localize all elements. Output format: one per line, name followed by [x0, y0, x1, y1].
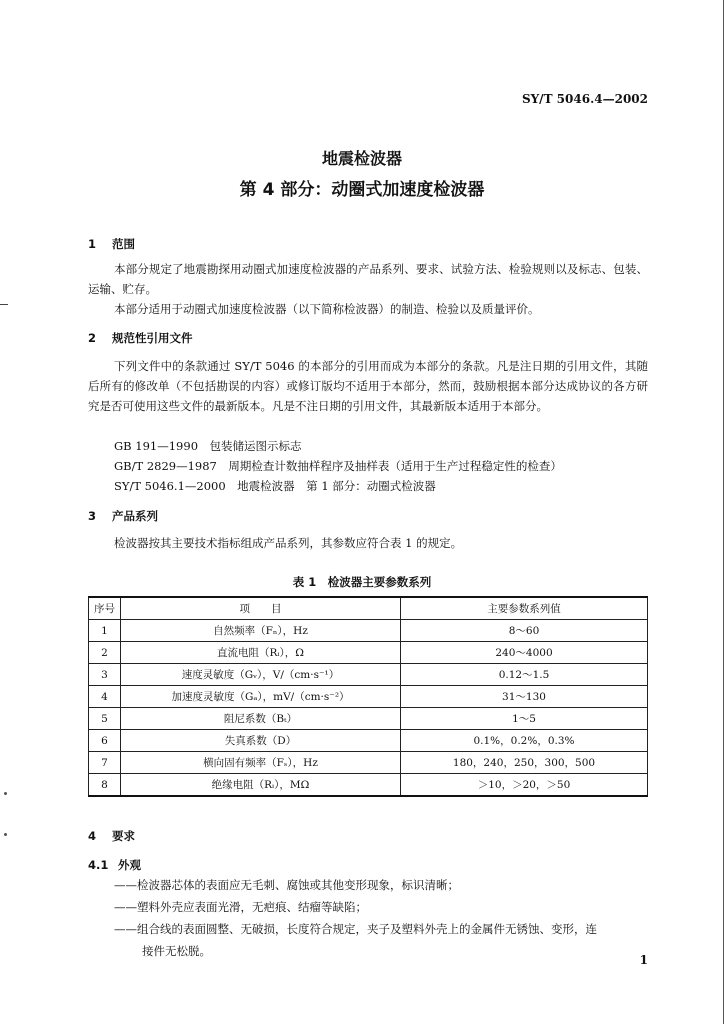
- table-cell-value: ＞10，＞20，＞50: [401, 774, 648, 797]
- table-cell-item: 失真系数（D）: [121, 730, 401, 752]
- table-row: [89, 730, 648, 752]
- table-cell-value: 8～60: [401, 620, 648, 642]
- table-row: [89, 620, 648, 642]
- section-2-paragraph-1: 下列文件中的条款通过 SY/T 5046 的本部分的引用而成为本部分的条款。凡是注日期的引用文件，其随后所有的修改单（不包括勘误的内容）或修订版均不适用于本部分，然而，鼓励根据本部分达成协议的各方研究是否可使用这些文件的最新版本。凡是不注日期的引用文件，其最新版本适用于本部分。: [88, 359, 648, 413]
- section-heading-3: [88, 508, 158, 524]
- section-heading-1: [88, 236, 135, 252]
- table-cell-value: 31～130: [401, 686, 648, 708]
- table-cell-index: 4: [89, 686, 121, 708]
- table-cell-item: 直流电阻（Rᵢ），Ω: [121, 642, 401, 664]
- table-row: [89, 642, 648, 664]
- table-cell-index: 2: [89, 642, 121, 664]
- table-cell-index: 6: [89, 730, 121, 752]
- table-cell-item: 阻尼系数（Bₜ）: [121, 708, 401, 730]
- table-cell-item: 自然频率（Fₙ），Hz: [121, 620, 401, 642]
- table-cell-item: 绝缘电阻（Rᵢ），MΩ: [121, 774, 401, 797]
- table-row: [89, 664, 648, 686]
- requirement-item: ——塑料外壳应表面光滑，无疤痕、结瘤等缺陷；: [114, 900, 367, 914]
- table-cell-index: 7: [89, 752, 121, 774]
- table-row: [89, 774, 648, 797]
- table-cell-item: 横向固有频率（Fₛ），Hz: [121, 752, 401, 774]
- reference-item: SY/T 5046.1—2000 地震检波器 第 1 部分：动圈式检波器: [114, 479, 436, 493]
- section-heading-2: [88, 330, 193, 346]
- scan-dot: [4, 792, 7, 795]
- section-1-paragraph-1: 本部分规定了地震勘探用动圈式加速度检波器的产品系列、要求、试验方法、检验规则以及标志、包装、运输、贮存。: [88, 262, 648, 296]
- scan-margin-mark: [0, 304, 8, 305]
- subsection-number: 4.1: [88, 858, 109, 872]
- table-cell-value: 0.1%，0.2%，0.3%: [401, 730, 648, 752]
- table-cell-value: 0.12～1.5: [401, 664, 648, 686]
- table-cell-index: 3: [89, 664, 121, 686]
- table-cell-index: 5: [89, 708, 121, 730]
- reference-item: GB 191—1990 包装储运图示标志: [114, 439, 302, 453]
- requirement-item: ——检波器芯体的表面应无毛刺、腐蚀或其他变形现象，标识清晰；: [114, 878, 459, 892]
- requirement-item-continuation: 接件无松脱。: [142, 944, 211, 958]
- parameter-table: [88, 596, 648, 797]
- table-row: [89, 708, 648, 730]
- section-1-paragraph-2: 本部分适用于动圈式加速度检波器（以下简称检波器）的制造、检验以及质量评价。: [114, 302, 540, 316]
- requirement-item: ——组合线的表面圆整、无破损，长度符合规定，夹子及塑料外壳上的金属件无锈蚀、变形，连: [114, 922, 597, 936]
- page-number: 1: [639, 953, 648, 967]
- table-header-cell: 序号: [89, 597, 121, 620]
- section-number: 4: [88, 829, 97, 843]
- section-title: 要求: [112, 829, 135, 843]
- reference-item: GB/T 2829—1987 周期检查计数抽样程序及抽样表（适用于生产过程稳定性的检查）: [114, 459, 562, 473]
- section-title: 范围: [112, 237, 135, 251]
- standard-code: SY/T 5046.4—2002: [521, 92, 648, 106]
- table-caption: 表 1 检波器主要参数系列: [292, 575, 432, 589]
- subsection-title: 外观: [118, 858, 141, 872]
- section-title: 产品系列: [112, 509, 158, 523]
- section-number: 3: [88, 509, 97, 523]
- table-header-cell: 主要参数系列值: [401, 597, 648, 620]
- table-row: [89, 686, 648, 708]
- section-number: 1: [88, 237, 97, 251]
- table-row: [89, 752, 648, 774]
- table-header-row: [89, 597, 648, 620]
- section-title: 规范性引用文件: [112, 331, 193, 345]
- subsection-heading-4-1: [88, 857, 141, 873]
- scan-dot: [4, 833, 7, 836]
- document-subtitle: 第 4 部分：动圈式加速度检波器: [239, 180, 485, 200]
- table-header-cell: 项 目: [121, 597, 401, 620]
- table-cell-index: 1: [89, 620, 121, 642]
- section-3-paragraph-1: 检波器按其主要技术指标组成产品系列，其参数应符合表 1 的规定。: [114, 536, 463, 550]
- table-cell-item: 加速度灵敏度（Gₐ），mV/（cm·s⁻²）: [121, 686, 401, 708]
- table-cell-value: 240～4000: [401, 642, 648, 664]
- document-title: 地震检波器: [321, 149, 402, 168]
- table-cell-value: 180，240，250，300，500: [401, 752, 648, 774]
- table-cell-index: 8: [89, 774, 121, 797]
- section-number: 2: [88, 331, 97, 345]
- table-cell-value: 1～5: [401, 708, 648, 730]
- table-cell-item: 速度灵敏度（Gᵥ），V/（cm·s⁻¹）: [121, 664, 401, 686]
- section-heading-4: [88, 828, 135, 844]
